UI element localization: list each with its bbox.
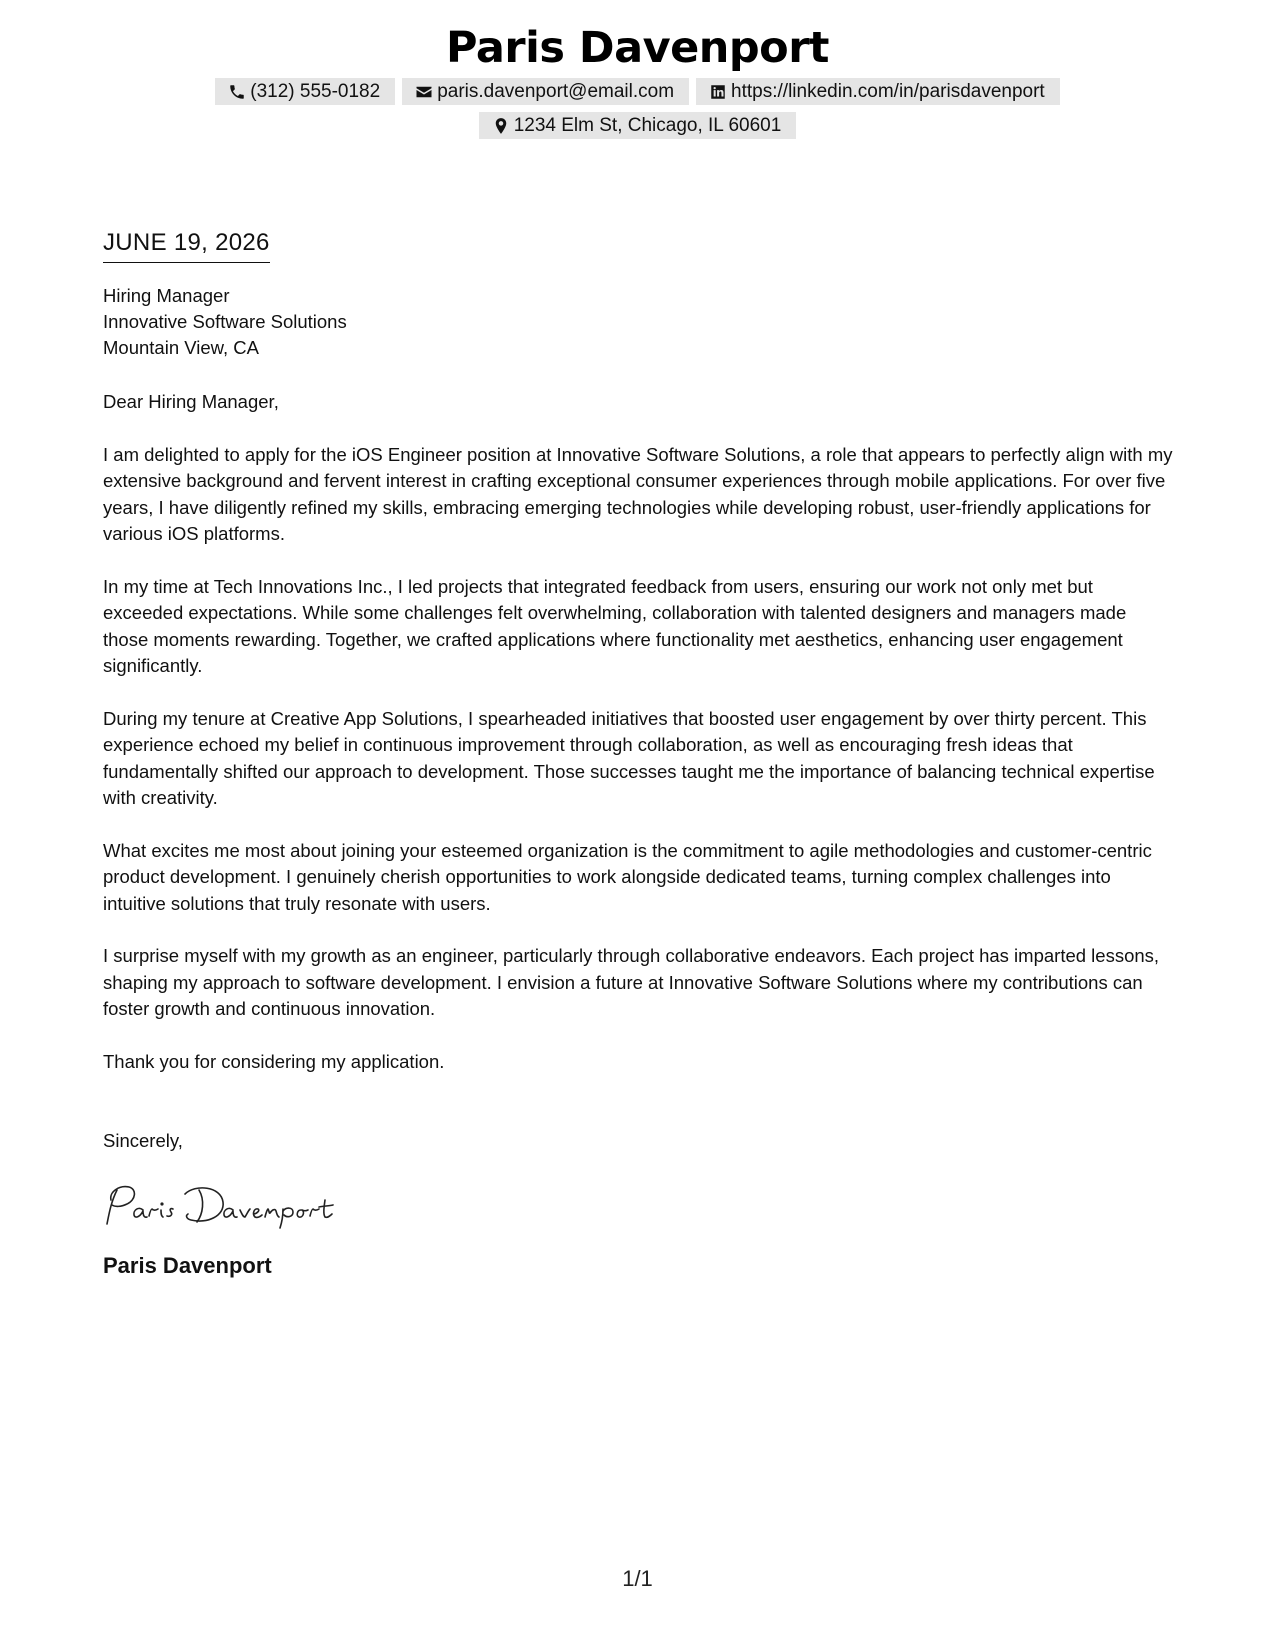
letter-body bbox=[103, 228, 1173, 1280]
phone-chip bbox=[215, 78, 395, 105]
closing-line: Thank you for considering my application. bbox=[103, 1050, 445, 1072]
email-text[interactable]: paris.davenport@email.com bbox=[437, 80, 675, 102]
signoff: Sincerely, bbox=[103, 1130, 183, 1151]
linkedin-chip[interactable] bbox=[696, 78, 1060, 105]
recipient-location: Mountain View, CA bbox=[103, 337, 259, 358]
envelope-icon bbox=[415, 83, 433, 101]
handwritten-signature bbox=[103, 1180, 368, 1230]
recipient-block bbox=[103, 283, 1173, 361]
page-number: 1/1 bbox=[622, 1566, 653, 1591]
linkedin-text[interactable]: https://linkedin.com/in/parisdavenport bbox=[731, 80, 1045, 102]
address-text: 1234 Elm St, Chicago, IL 60601 bbox=[513, 114, 782, 136]
body-paragraph: During my tenure at Creative App Solutions, I spearheaded initiatives that boosted user engagement by over thirty percent. This experience echoed my belief in continuous improvement through collaboration, as well as encouraging fresh ideas that fundamentally shifted our approach to development. Those successes taught me the importance of balancing technical expertise with creativity. bbox=[103, 707, 1155, 808]
salutation: Dear Hiring Manager, bbox=[103, 391, 279, 412]
recipient-title: Hiring Manager bbox=[103, 285, 230, 306]
map-pin-icon bbox=[492, 117, 510, 135]
phone-icon bbox=[228, 83, 246, 101]
signer-name: Paris Davenport bbox=[103, 1252, 272, 1278]
recipient-company: Innovative Software Solutions bbox=[103, 311, 347, 332]
contact-row-1 bbox=[0, 78, 1275, 105]
letter-date: JUNE 19, 2026 bbox=[103, 228, 270, 263]
letter-header bbox=[0, 22, 1275, 139]
body-paragraph: In my time at Tech Innovations Inc., I led projects that integrated feedback from users, ensuring our work not only met but exceeded expectations. While some challenges felt overwhelming, collaboration with talented designers and managers made those moments rewarding. Together, we crafted applications where functionality met aesthetics, enhancing user engagement significantly. bbox=[103, 575, 1127, 676]
linkedin-icon bbox=[709, 83, 727, 101]
email-chip[interactable] bbox=[402, 78, 689, 105]
body-paragraph: I surprise myself with my growth as an engineer, particularly through collaborative endeavors. Each project has imparted lessons, shaping my approach to software development. I envision a future at Innovative Software Solutions where my contributions can foster growth and continuous innovation. bbox=[103, 945, 1160, 1019]
body-paragraph: I am delighted to apply for the iOS Engineer position at Innovative Software Solutions, a role that appears to perfectly align with my extensive background and fervent interest in crafting exceptional consumer experiences through mobile applications. For over five years, I have diligently refined my skills, embracing emerging technologies while developing robust, user-friendly applications for various iOS platforms. bbox=[103, 443, 1173, 544]
address-chip bbox=[479, 112, 797, 139]
applicant-name: Paris Davenport bbox=[446, 23, 829, 73]
contact-row-2 bbox=[0, 112, 1275, 139]
phone-text: (312) 555-0182 bbox=[250, 80, 381, 102]
body-paragraph: What excites me most about joining your esteemed organization is the commitment to agile methodologies and customer-centric product development. I genuinely cherish opportunities to work alongside dedicated teams, turning complex challenges into intuitive solutions that truly resonate with users. bbox=[103, 839, 1152, 914]
